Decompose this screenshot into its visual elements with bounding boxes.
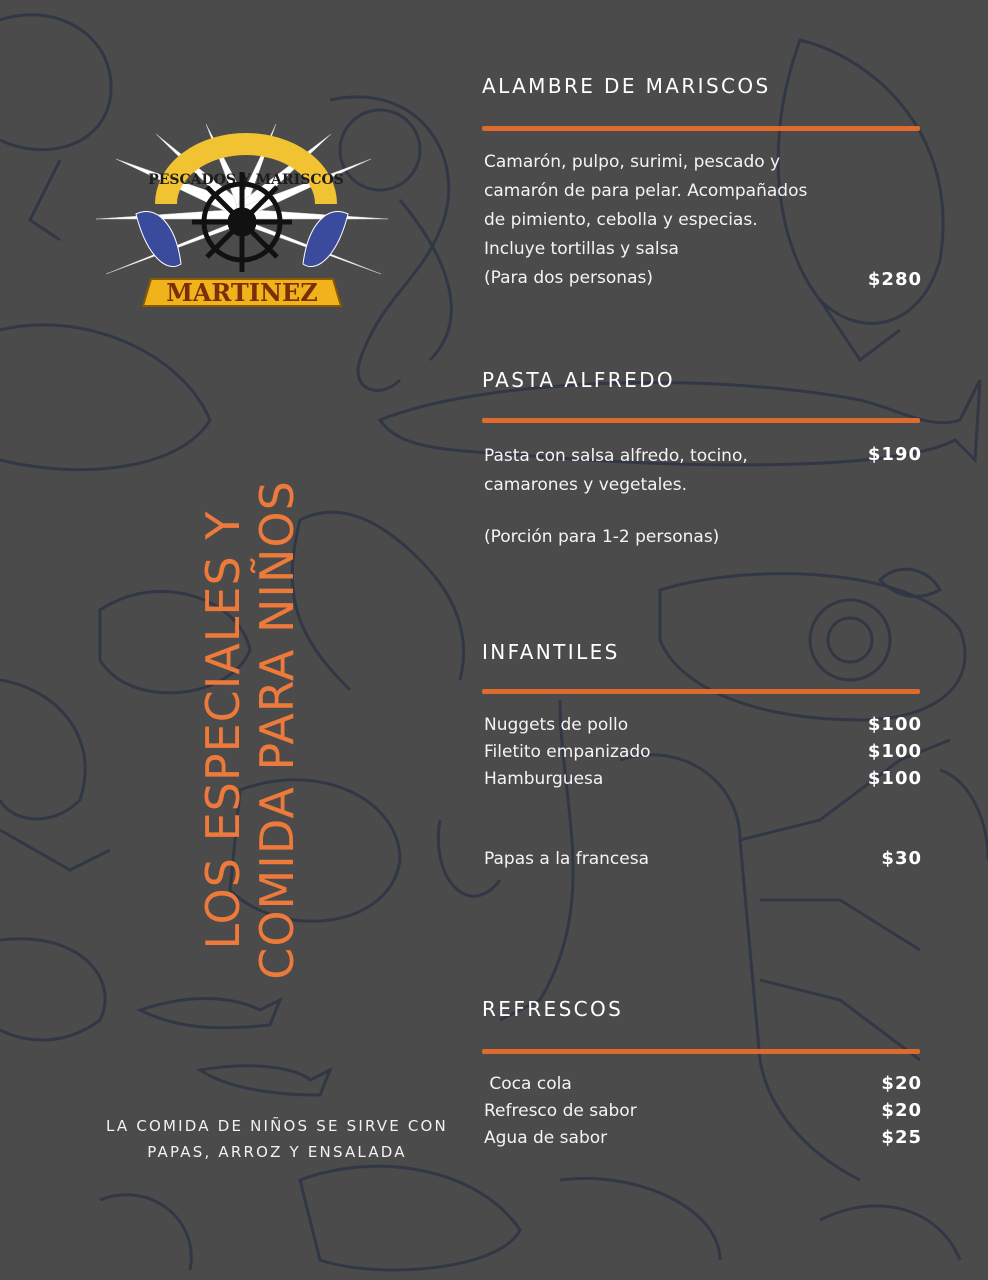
- list-item: [484, 741, 922, 768]
- desc-line: (Para dos personas): [484, 268, 653, 288]
- item-price: $190: [867, 444, 922, 465]
- item-name: Agua de sabor: [484, 1128, 608, 1148]
- list-item: [484, 714, 922, 741]
- item-price: $25: [881, 1127, 922, 1148]
- item-name: Nuggets de pollo: [484, 715, 629, 735]
- item-price: $100: [867, 768, 922, 789]
- item-name: Coca cola: [484, 1074, 572, 1094]
- drinks-list: [484, 1073, 922, 1154]
- section-alambre: [482, 74, 922, 304]
- kids-note-line-1: LA COMIDA DE NIÑOS SE SIRVE CON: [106, 1117, 448, 1135]
- item-name: Filetito empanizado: [484, 742, 651, 762]
- kids-meal-note: [96, 1113, 458, 1165]
- section-pasta: [482, 368, 922, 558]
- list-item: [484, 768, 922, 795]
- list-item: [484, 1073, 922, 1100]
- item-price: $100: [867, 741, 922, 762]
- item-price: $280: [867, 269, 922, 290]
- item-price: $20: [881, 1073, 922, 1094]
- item-price: $100: [867, 714, 922, 735]
- list-item-fries: [484, 848, 922, 869]
- item-name: Papas a la francesa: [484, 849, 649, 869]
- item-name: Refresco de sabor: [484, 1101, 637, 1121]
- desc-line: camarón de para pelar. Acompañados: [484, 181, 808, 201]
- page-title-line-1: LOS ESPECIALES Y: [196, 510, 250, 950]
- kids-menu-list: [484, 714, 922, 795]
- section-refrescos: [482, 997, 922, 1167]
- restaurant-logo: [96, 124, 388, 320]
- section-divider: [482, 689, 920, 694]
- section-divider: [482, 1049, 920, 1054]
- desc-line: Incluye tortillas y salsa: [484, 239, 679, 259]
- list-item: [484, 1100, 922, 1127]
- section-title: REFRESCOS: [482, 997, 624, 1021]
- item-name: Hamburguesa: [484, 769, 604, 789]
- page-title-line-2: COMIDA PARA NIÑOS: [250, 480, 304, 980]
- desc-line: Camarón, pulpo, surimi, pescado y: [484, 152, 781, 172]
- item-price: $30: [881, 848, 922, 869]
- vertical-page-title: [195, 405, 305, 1055]
- item-description: [484, 442, 748, 500]
- kids-note-line-2: PAPAS, ARROZ Y ENSALADA: [147, 1143, 407, 1161]
- section-title: INFANTILES: [482, 640, 620, 664]
- item-description: [484, 148, 807, 293]
- logo-arc-text: PESCADOS Y MARISCOS: [148, 172, 344, 188]
- section-infantiles: [482, 640, 922, 880]
- portion-note: (Porción para 1-2 personas): [484, 527, 720, 547]
- item-price: $20: [881, 1100, 922, 1121]
- section-divider: [482, 418, 920, 423]
- section-divider: [482, 126, 920, 131]
- ship-wheel-icon: [192, 172, 292, 272]
- section-title: PASTA ALFREDO: [482, 368, 676, 392]
- logo-banner-text: MARTINEZ: [166, 278, 318, 307]
- desc-line: Pasta con salsa alfredo, tocino,: [484, 446, 748, 466]
- section-title: ALAMBRE DE MARISCOS: [482, 74, 771, 98]
- desc-line: de pimiento, cebolla y especias.: [484, 210, 758, 230]
- desc-line: camarones y vegetales.: [484, 475, 688, 495]
- list-item: [484, 1127, 922, 1154]
